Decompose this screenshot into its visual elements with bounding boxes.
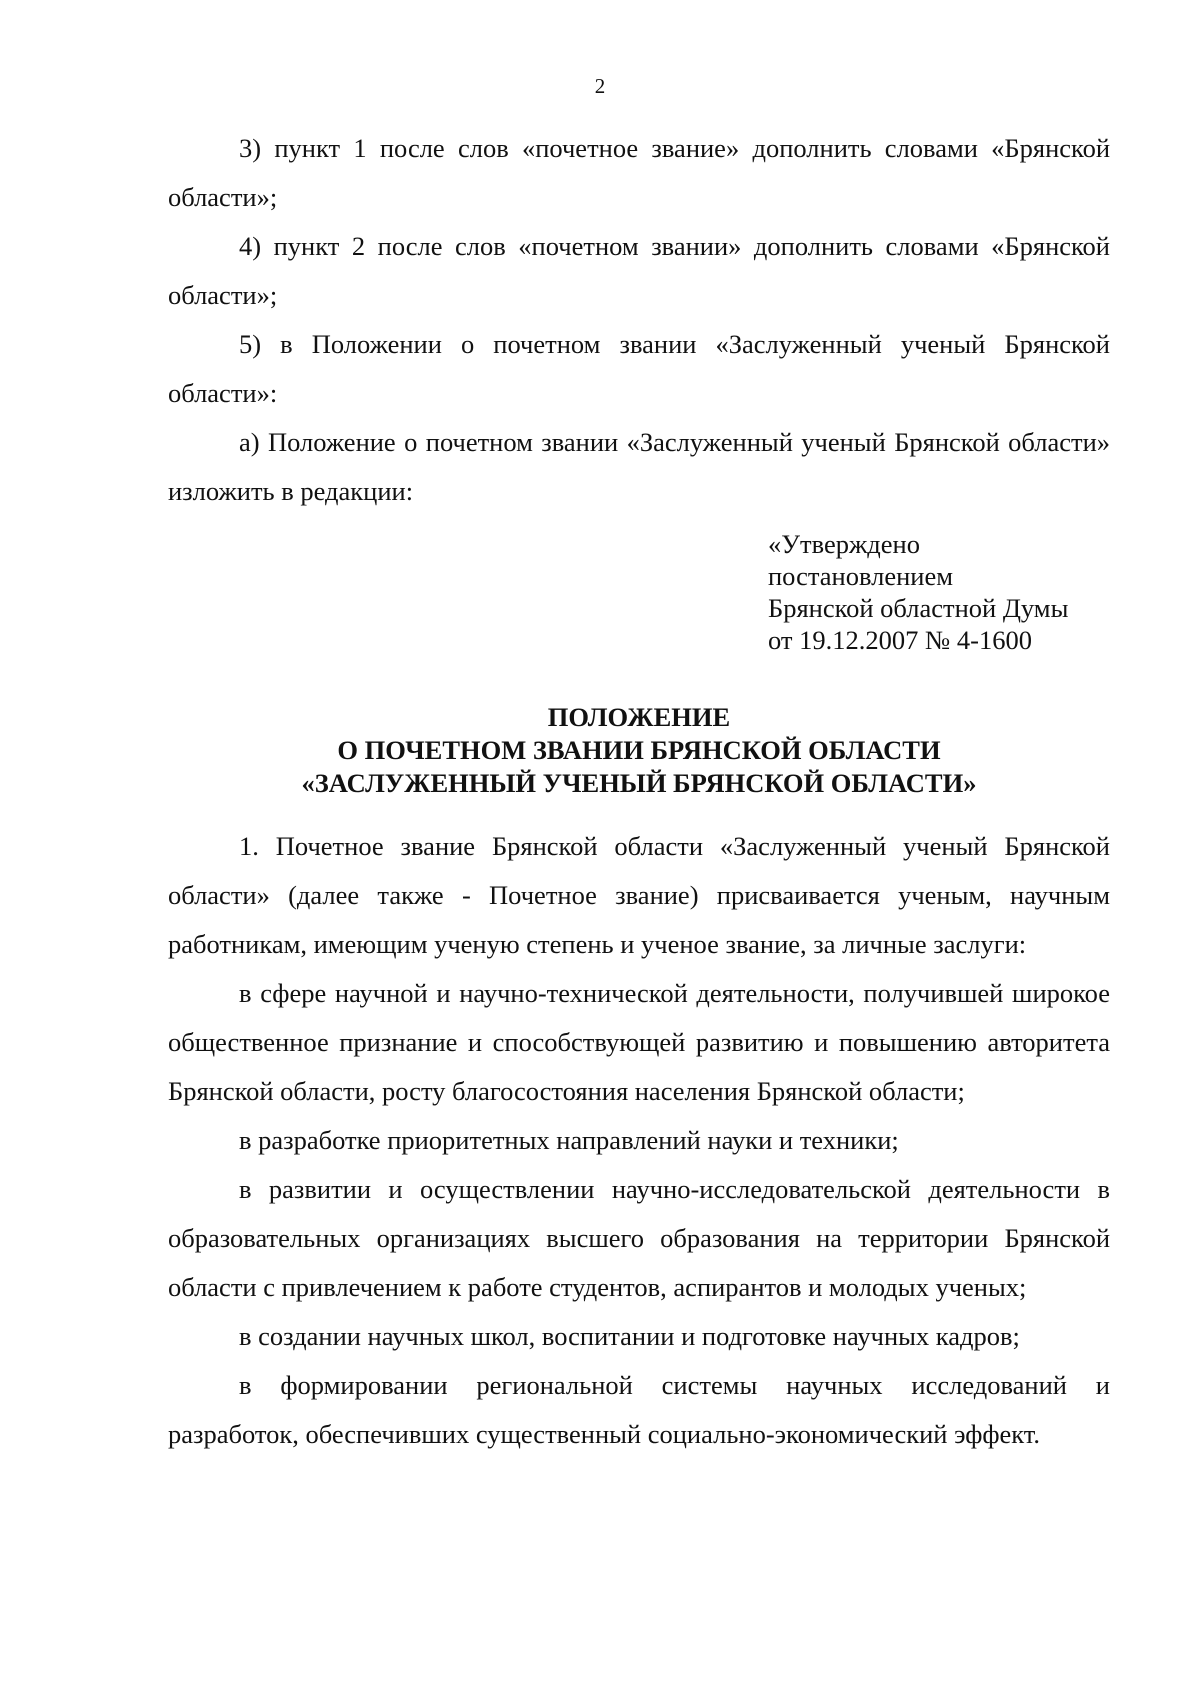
approval-line-1: «Утверждено xyxy=(768,529,920,559)
document-content xyxy=(168,124,1110,1459)
amendment-subitem-a: а) Положение о почетном звании «Заслуженный ученый Брянской области» изложить в редакции: xyxy=(168,427,1110,506)
merit-item-science-sphere: в сфере научной и научно-технической деятельности, получившей широкое общественное признание и способствующей развитию и повышению авторитета Брянской области, росту благосостояния населения Брянской области; xyxy=(168,978,1110,1106)
approval-stamp-text xyxy=(768,528,1110,656)
regulation-clause-1: 1. Почетное звание Брянской области «Заслуженный ученый Брянской области» (далее также - Почетное звание) присваивается ученым, научным работникам, имеющим ученую степень и ученое звание, за личные заслуги: xyxy=(168,831,1110,959)
title-line-3: «ЗАСЛУЖЕННЫЙ УЧЕНЫЙ БРЯНСКОЙ ОБЛАСТИ» xyxy=(301,768,977,798)
page-number: 2 xyxy=(594,74,606,98)
approval-line-3: Брянской областной Думы xyxy=(768,593,1069,623)
merit-item-regional-system: в формировании региональной системы научных исследований и разработок, обеспечивших существенный социально-экономический эффект. xyxy=(168,1370,1110,1449)
regulation-title xyxy=(168,701,1110,800)
merit-item-scientific-schools: в создании научных школ, воспитании и подготовке научных кадров; xyxy=(239,1321,1020,1351)
amendment-item-5: 5) в Положении о почетном звании «Заслуженный ученый Брянской области»: xyxy=(168,329,1110,408)
approval-line-2: постановлением xyxy=(768,561,953,591)
amendment-item-3: 3) пункт 1 после слов «почетное звание» дополнить словами «Брянской области»; xyxy=(168,133,1110,212)
merit-item-research-activity: в развитии и осуществлении научно-исследовательской деятельности в образовательных организациях высшего образования на территории Брянской области с привлечением к работе студентов, аспирантов и молодых ученых; xyxy=(168,1174,1110,1302)
approval-line-4: от 19.12.2007 № 4-1600 xyxy=(768,625,1032,655)
merit-item-priority-directions: в разработке приоритетных направлений науки и техники; xyxy=(239,1125,899,1155)
title-line-1: ПОЛОЖЕНИЕ xyxy=(547,702,731,732)
title-line-2: О ПОЧЕТНОМ ЗВАНИИ БРЯНСКОЙ ОБЛАСТИ xyxy=(337,735,941,765)
amendment-item-4: 4) пункт 2 после слов «почетном звании» дополнить словами «Брянской области»; xyxy=(168,231,1110,310)
